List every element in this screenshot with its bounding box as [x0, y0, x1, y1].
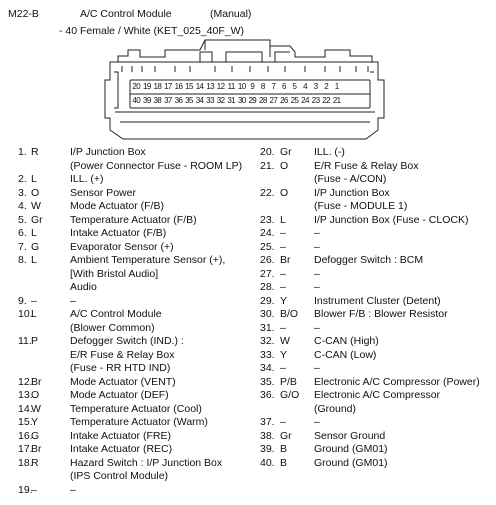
pin-description: (IPS Control Module)	[70, 470, 169, 482]
pin-description: Evaporator Sensor (+)	[70, 240, 174, 253]
module-name: A/C Control Module	[80, 8, 172, 20]
pin-description: –	[314, 240, 320, 253]
pin-entry-line	[18, 457, 248, 471]
pin-number-label: 8.	[18, 254, 27, 266]
pin-number: 33	[206, 96, 214, 105]
pin-number: 40	[132, 96, 141, 105]
pin-description: Sensor Ground	[314, 429, 386, 442]
pin-description: (Ground)	[314, 402, 357, 415]
pin-description: ILL. (+)	[70, 173, 104, 185]
wire-color: –	[280, 321, 286, 334]
wire-color: P	[31, 335, 39, 347]
pin-description: C-CAN (High)	[314, 335, 379, 347]
pin-number: 34	[195, 96, 204, 105]
wire-color: B	[280, 443, 288, 455]
pin-number-label: 38.	[260, 429, 275, 442]
pin-number: 5	[292, 82, 297, 91]
pin-entry-line	[18, 268, 248, 282]
pin-number-label: 15.	[18, 416, 33, 428]
pin-number-label: 20.	[260, 146, 275, 158]
wire-color: B/O	[280, 308, 299, 320]
pin-number: 28	[258, 96, 267, 105]
pin-entry-line	[260, 457, 496, 471]
wire-color: Y	[31, 416, 39, 428]
pin-number-label: 7.	[18, 240, 27, 253]
pin-number: 7	[271, 82, 276, 91]
pin-description: Electronic A/C Compressor (Power)	[314, 375, 480, 388]
pin-number: 3	[313, 82, 318, 91]
wire-color: –	[280, 416, 286, 428]
pin-description: Defogger Switch : BCM	[314, 254, 424, 266]
pin-entry-line	[18, 470, 248, 484]
pin-description: I/P Junction Box (Fuse - CLOCK)	[314, 213, 469, 226]
wire-color: Gr	[280, 429, 292, 442]
pin-entry-line	[260, 214, 496, 228]
wire-color: W	[280, 335, 290, 347]
pin-number-label: 32.	[260, 335, 275, 347]
pin-number-label: 5.	[18, 213, 27, 226]
pin-number-label: 27.	[260, 267, 275, 280]
pin-entry-line	[18, 430, 248, 444]
pin-description: Ground (GM01)	[314, 443, 388, 455]
pin-number: 19	[142, 82, 151, 91]
pin-number-label: 13.	[18, 389, 33, 401]
wire-color: Gr	[280, 146, 292, 158]
pin-entry-line	[18, 227, 248, 241]
pin-entry-line	[18, 308, 248, 322]
pin-entry-line	[260, 430, 496, 444]
wire-color: R	[31, 456, 39, 469]
wire-color: Br	[31, 443, 42, 455]
pin-number-label: 39.	[260, 443, 275, 455]
pin-description: Defogger Switch (IND.) :	[70, 335, 184, 347]
pin-number: 24	[301, 96, 309, 105]
wire-color: W	[31, 402, 41, 415]
pin-entry-line	[18, 403, 248, 417]
pin-description: Ground (GM01)	[314, 456, 388, 469]
pin-description: Intake Actuator (REC)	[70, 443, 173, 455]
pin-description: Hazard Switch : I/P Junction Box	[70, 456, 223, 469]
pin-description: (Blower Common)	[70, 321, 155, 334]
wire-color: O	[280, 159, 289, 172]
pin-entry-line	[18, 200, 248, 214]
pin-entry-line	[260, 241, 496, 255]
pin-number: 13	[206, 82, 214, 91]
pin-entry-line	[18, 254, 248, 268]
pin-number-label: 16.	[18, 429, 33, 442]
pin-number: 32	[216, 96, 225, 105]
pin-entry-line	[18, 335, 248, 349]
pin-description: –	[314, 362, 320, 374]
pin-number-label: 25.	[260, 240, 275, 253]
pin-entry-line	[18, 322, 248, 336]
pin-number: 14	[195, 82, 204, 91]
connector-bottom-row	[131, 95, 342, 106]
module-variant: (Manual)	[210, 8, 252, 20]
pin-number-label: 29.	[260, 294, 275, 307]
wire-color: –	[280, 362, 286, 374]
pin-entry-line	[260, 416, 496, 430]
pin-number-label: 18.	[18, 456, 33, 469]
wire-color: G	[31, 240, 40, 253]
pin-description: [With Bristol Audio]	[70, 267, 159, 280]
wire-color: O	[280, 186, 289, 199]
pin-entry-line	[260, 173, 496, 187]
pin-number-label: 3.	[18, 186, 27, 199]
pin-number-label: 22.	[260, 186, 275, 199]
pin-number-label: 21.	[260, 159, 275, 172]
pin-number-label: 10.	[18, 308, 33, 320]
pin-number-label: 37.	[260, 416, 275, 428]
pin-description: Blower F/B : Blower Resistor	[314, 308, 448, 320]
pin-description: (Fuse - A/CON)	[314, 173, 387, 185]
pin-description: Sensor Power	[70, 186, 136, 199]
pin-number-label: 12.	[18, 375, 33, 388]
wire-color: Y	[280, 294, 288, 307]
pin-number: 21	[332, 96, 341, 105]
pin-number-label: 33.	[260, 348, 275, 361]
wire-color: W	[31, 200, 41, 212]
pin-number-label: 30.	[260, 308, 275, 320]
pin-number-label: 34.	[260, 362, 275, 374]
pin-description: –	[314, 267, 320, 280]
pin-number: 17	[164, 82, 172, 91]
pin-number: 16	[174, 82, 183, 91]
pin-number: 2	[324, 82, 329, 91]
connector-top-row	[131, 81, 342, 92]
pin-entry-line	[18, 389, 248, 403]
wire-color: –	[280, 267, 286, 280]
wire-color: Br	[31, 375, 42, 388]
pin-entry-line	[18, 241, 248, 255]
pin-number: 26	[280, 96, 288, 105]
pin-description: E/R Fuse & Relay Box	[314, 159, 419, 172]
pin-entry-line	[18, 349, 248, 363]
pin-description: Electronic A/C Compressor	[314, 389, 441, 401]
wire-color: Br	[280, 254, 291, 266]
pin-entry-line	[260, 146, 496, 160]
pin-number: 4	[303, 82, 307, 91]
pin-entry-line	[260, 349, 496, 363]
pin-description: –	[70, 483, 76, 496]
pin-entry-line	[18, 362, 248, 376]
wire-color: P/B	[280, 375, 297, 388]
wire-color: L	[31, 227, 37, 239]
wire-color: L	[31, 308, 37, 320]
pin-description: –	[314, 321, 320, 334]
wire-color: L	[31, 173, 37, 185]
pin-description: (Fuse - RR HTD IND)	[70, 362, 171, 374]
pin-entry-line	[18, 160, 248, 174]
pin-entry-line	[260, 362, 496, 376]
wire-color: –	[280, 240, 286, 253]
pin-number: 18	[153, 82, 162, 91]
pin-number: 30	[237, 96, 246, 105]
pin-entry-line	[260, 227, 496, 241]
pin-entry-line	[18, 173, 248, 187]
wire-color: G/O	[280, 389, 300, 401]
pin-description: Instrument Cluster (Detent)	[314, 294, 441, 307]
pin-number-label: 4.	[18, 200, 27, 212]
pin-description: Temperature Actuator (Cool)	[70, 402, 202, 415]
pin-description: Temperature Actuator (F/B)	[70, 213, 197, 226]
pin-number-label: 31.	[260, 321, 275, 334]
wire-color: L	[31, 254, 37, 266]
pin-entry-line	[18, 187, 248, 201]
pin-number: 12	[216, 82, 225, 91]
pin-number-label: 23.	[260, 213, 275, 226]
pin-number-label: 36.	[260, 389, 275, 401]
pin-description: Intake Actuator (F/B)	[70, 227, 167, 239]
wire-color: R	[31, 146, 39, 158]
pin-number: 22	[322, 96, 330, 105]
pin-number-label: 17.	[18, 443, 33, 455]
pin-entry-line	[260, 389, 496, 403]
pin-number: 1	[334, 82, 339, 91]
pin-entry-line	[260, 254, 496, 268]
pin-entry-line	[18, 214, 248, 228]
pin-number: 36	[174, 96, 183, 105]
pin-number: 23	[311, 96, 320, 105]
pin-description: –	[70, 294, 76, 307]
pin-description: A/C Control Module	[70, 308, 162, 320]
pin-entry-line	[260, 308, 496, 322]
pin-entry-line	[260, 187, 496, 201]
pin-entry-line	[260, 403, 496, 417]
pin-description: Temperature Actuator (Warm)	[70, 416, 208, 428]
connector-diagram	[0, 0, 496, 140]
pin-number-label: 40.	[260, 456, 275, 469]
pin-description: (Fuse - MODULE 1)	[314, 200, 408, 212]
pin-entry-line	[18, 443, 248, 457]
pin-number-label: 26.	[260, 254, 275, 266]
pin-number-label: 1.	[18, 146, 27, 158]
pin-entry-line	[260, 281, 496, 295]
pin-description: ILL. (-)	[314, 146, 345, 158]
pin-number-label: 6.	[18, 227, 27, 239]
pin-entry-line	[260, 268, 496, 282]
pin-description: C-CAN (Low)	[314, 348, 377, 361]
pin-description: Mode Actuator (DEF)	[70, 389, 169, 401]
wire-color: –	[280, 281, 286, 293]
pin-entry-line	[260, 295, 496, 309]
wire-color: O	[31, 389, 40, 401]
pin-entry-line	[18, 146, 248, 160]
pin-description: (Power Connector Fuse - ROOM LP)	[70, 159, 243, 172]
pin-description: Mode Actuator (F/B)	[70, 200, 164, 212]
pin-entry-line	[260, 335, 496, 349]
pin-description: E/R Fuse & Relay Box	[70, 348, 175, 361]
pin-description: –	[314, 227, 320, 239]
wire-color: O	[31, 186, 40, 199]
wire-color: –	[280, 227, 286, 239]
pin-number: 29	[248, 96, 257, 105]
wire-color: L	[280, 213, 286, 226]
wire-color: –	[31, 483, 37, 496]
pin-number: 10	[237, 82, 246, 91]
pin-description: Intake Actuator (FRE)	[70, 429, 171, 442]
pin-entry-line	[18, 281, 248, 295]
pin-number: 38	[153, 96, 162, 105]
pin-number-label: 14.	[18, 402, 33, 415]
pin-number: 27	[269, 96, 278, 105]
pin-number: 9	[250, 82, 255, 91]
pin-number: 6	[282, 82, 286, 91]
pin-description: I/P Junction Box	[314, 186, 390, 199]
pin-number-label: 24.	[260, 227, 275, 239]
pin-number: 35	[185, 96, 193, 105]
pin-entry-line	[18, 376, 248, 390]
wire-color: Y	[280, 348, 288, 361]
pin-list-left	[18, 146, 248, 497]
pin-number-label: 28.	[260, 281, 275, 293]
wire-color: G	[31, 429, 40, 442]
pin-number-label: 9.	[18, 294, 27, 307]
connector-description: - 40 Female / White (KET_025_40F_W)	[59, 25, 244, 37]
pin-description: Ambient Temperature Sensor (+),	[70, 254, 226, 266]
pin-description: Audio	[70, 281, 97, 293]
pin-number-label: 11.	[18, 335, 32, 347]
connector-id: M22-B	[8, 8, 39, 20]
pin-number: 25	[290, 96, 299, 105]
pin-number: 15	[185, 82, 193, 91]
pin-number: 11	[227, 82, 235, 91]
pin-description: I/P Junction Box	[70, 146, 146, 158]
pin-number-label: 35.	[260, 375, 275, 388]
pin-description: –	[314, 281, 320, 293]
pin-number: 8	[260, 82, 265, 91]
pin-entry-line	[260, 376, 496, 390]
pin-entry-line	[260, 322, 496, 336]
pin-number-label: 19.	[18, 483, 33, 496]
pin-list-right	[260, 146, 496, 470]
pin-number: 39	[142, 96, 151, 105]
pin-number: 31	[227, 96, 236, 105]
pin-entry-line	[18, 484, 248, 498]
pin-entry-line	[260, 200, 496, 214]
wire-color: Gr	[31, 213, 43, 226]
pin-entry-line	[260, 443, 496, 457]
pin-number: 37	[164, 96, 172, 105]
pin-entry-line	[18, 295, 248, 309]
pin-number-label: 2.	[18, 173, 27, 185]
wire-color: B	[280, 456, 288, 469]
pin-entry-line	[260, 160, 496, 174]
pin-description: Mode Actuator (VENT)	[70, 375, 176, 388]
pin-description: –	[314, 416, 320, 428]
wire-color: –	[31, 294, 37, 307]
pin-entry-line	[18, 416, 248, 430]
pin-number: 20	[132, 82, 141, 91]
